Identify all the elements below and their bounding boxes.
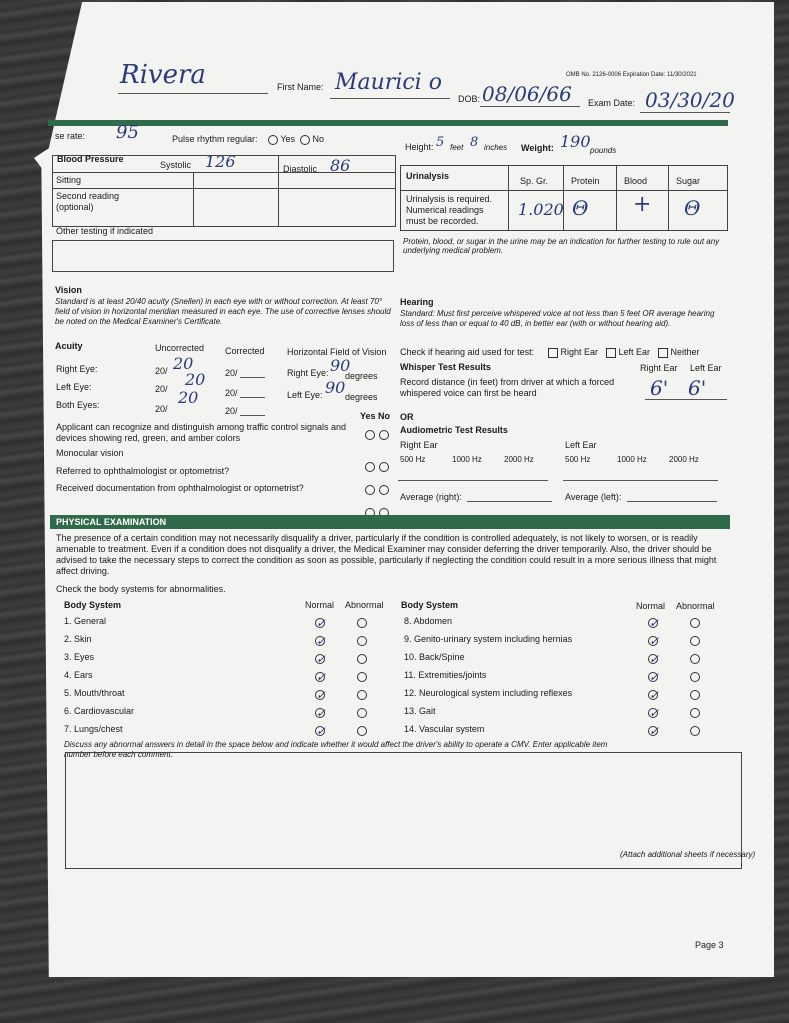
left-2000hz: 2000 Hz [669, 455, 699, 464]
body-system-radios-left[interactable]: ✓ ✓ ✓ ✓ ✓ ✓ ✓ [315, 614, 367, 740]
abnormal-header-left: Abnormal [345, 600, 384, 610]
right-field-value: 90 [330, 356, 351, 375]
right-uncorrected-prefix: 20/ [155, 366, 168, 376]
both-eyes-label: Both Eyes: [56, 400, 100, 410]
dob-label: DOB: [458, 94, 481, 104]
list-item: 11. Extremities/joints [404, 670, 487, 680]
sp-gr-value: 1.020 [518, 200, 564, 219]
blood-pressure-title: Blood Pressure [57, 154, 124, 164]
list-item: 6. Cardiovascular [64, 706, 135, 716]
blood-value: + [633, 192, 652, 217]
audio-right-ear-label: Right Ear [400, 440, 438, 450]
both-uncorrected-value: 20 [178, 388, 199, 407]
monocular-question: Monocular vision [56, 448, 124, 458]
body-system-list-right [404, 612, 572, 738]
yes-no-header: Yes No [360, 411, 391, 421]
check-body-systems: Check the body systems for abnormalities. [56, 584, 226, 594]
physical-exam-title: PHYSICAL EXAMINATION [56, 517, 167, 527]
diastolic-value: 86 [330, 156, 351, 175]
field-right-eye-label: Right Eye: [287, 368, 329, 378]
right-500hz: 500 Hz [400, 455, 426, 464]
right-uncorrected-value: 20 [173, 354, 194, 373]
vision-standard: Standard is at least 20/40 acuity (Snellen) in each eye with or without correction. At least 70° field of vision in horizontal meridian measured in each eye. The use of corrective lenses should be noted on the Medical Examiner's Certificate. [55, 297, 391, 326]
left-eye-label: Left Eye: [56, 382, 92, 392]
second-reading-label: Second reading (optional) [56, 191, 120, 212]
list-item: 4. Ears [64, 670, 93, 680]
left-uncorrected-value: 20 [185, 370, 206, 389]
dob-value: 08/06/66 [482, 82, 572, 106]
horizontal-field-header: Horizontal Field of Vision [287, 347, 387, 357]
right-1000hz: 1000 Hz [452, 455, 482, 464]
first-name-label: First Name: [277, 82, 324, 92]
body-system-header-left: Body System [64, 600, 122, 610]
systolic-label: Systolic [160, 160, 192, 170]
whisper-test-title: Whisper Test Results [400, 362, 491, 372]
abnormal-header-right: Abnormal [676, 601, 715, 611]
pulse-rhythm-label: Pulse rhythm regular: [172, 134, 258, 144]
list-item: 1. General [64, 616, 107, 626]
list-item: 7. Lungs/chest [64, 724, 123, 734]
list-item: 3. Eyes [64, 652, 95, 662]
pulse-rate-value: 95 [116, 122, 139, 143]
body-system-list-left [64, 612, 134, 738]
color-recognition-question: Applicant can recognize and distinguish among traffic control signals and devices showing red, green, and amber colors [56, 422, 347, 443]
list-item: 14. Vascular system [404, 724, 485, 734]
pulse-yes-radio[interactable]: Yes [268, 134, 295, 145]
left-corrected-prefix: 20/ [225, 388, 238, 398]
body-system-radios-right[interactable]: ✓ ✓ ✓ ✓ ✓ ✓ ✓ [648, 614, 700, 740]
weight-label: Weight: [521, 143, 554, 153]
hearing-or-label: OR [400, 412, 414, 422]
protein-value: Θ [572, 196, 589, 220]
acuity-label: Acuity [55, 341, 83, 351]
other-testing-box [52, 240, 394, 272]
systolic-value: 126 [205, 152, 236, 171]
sitting-label: Sitting [56, 175, 82, 185]
hearing-aid-question: Check if hearing aid used for test: [400, 347, 535, 357]
inches-label: inches [484, 143, 508, 152]
feet-label: feet [450, 143, 464, 152]
list-item: 5. Mouth/throat [64, 688, 125, 698]
other-testing-label: Other testing if indicated [56, 226, 154, 236]
normal-header-right: Normal [636, 601, 666, 611]
whisper-right-value: 6' [650, 376, 669, 400]
hearing-aid-left-checkbox[interactable]: Left Ear [606, 347, 650, 358]
uncorrected-header: Uncorrected [155, 343, 205, 353]
left-field-value: 90 [325, 378, 346, 397]
attach-note: (Attach additional sheets if necessary) [620, 850, 756, 859]
urinalysis-required-note: Urinalysis is required. Numerical readings must be recorded. [406, 194, 493, 226]
urinalysis-title: Urinalysis [406, 171, 450, 181]
last-name-value: Rivera [120, 60, 206, 90]
hearing-aid-neither-checkbox[interactable]: Neither [658, 347, 700, 358]
hearing-standard: Standard: Must first perceive whispered voice at not less than 5 feet OR average hearing loss of less than or equal to 40 dB, in better ear (with or without hearing aid). [400, 309, 715, 328]
normal-header-left: Normal [305, 600, 335, 610]
list-item: 12. Neurological system including reflexes [404, 688, 573, 698]
documentation-question: Received documentation from ophthalmologist or optometrist? [56, 483, 304, 493]
left-degrees-label: degrees [345, 392, 378, 402]
field-left-eye-label: Left Eye: [287, 390, 323, 400]
height-label: Height: [405, 142, 434, 152]
first-name-value: Maurici o [335, 70, 442, 95]
sp-gr-header: Sp. Gr. [520, 176, 549, 186]
left-uncorrected-prefix: 20/ [155, 384, 168, 394]
body-system-header-right: Body System [401, 600, 459, 610]
whisper-left-value: 6' [688, 376, 707, 400]
vision-answer-radios[interactable] [365, 426, 389, 522]
exam-date-label: Exam Date: [588, 98, 636, 108]
sugar-header: Sugar [676, 176, 701, 186]
right-corrected-prefix: 20/ [225, 368, 238, 378]
pounds-label: pounds [590, 146, 617, 155]
list-item: 10. Back/Spine [404, 652, 465, 662]
hearing-aid-right-checkbox[interactable]: Right Ear [548, 347, 598, 358]
blood-header: Blood [624, 176, 648, 186]
average-right-label: Average (right): [400, 492, 462, 502]
diastolic-label: Diastolic [283, 164, 318, 174]
right-2000hz: 2000 Hz [504, 455, 534, 464]
page-number: Page 3 [695, 940, 724, 950]
list-item: 13. Gait [404, 706, 436, 716]
left-500hz: 500 Hz [565, 455, 591, 464]
physical-exam-intro: The presence of a certain condition may not necessarily disqualify a driver, particularly if the condition is controlled adequately, is not likely to worsen, or is readily amenable to treatment. Even if a condition does not disqualify a driver, the Medical Examiner may consider deferring the driver temporarily. Also, the driver should be advised to take the necessary steps to correct the condition as soon as possible, particularly if neglecting the condition could result in a more serious illness that might affect driving. [56, 533, 717, 576]
protein-header: Protein [571, 176, 600, 186]
left-1000hz: 1000 Hz [617, 455, 647, 464]
audio-left-ear-label: Left Ear [565, 440, 597, 450]
whisper-right-ear-header: Right Ear [640, 363, 678, 373]
corrected-header: Corrected [225, 346, 265, 356]
hearing-title: Hearing [400, 297, 434, 307]
average-left-label: Average (left): [565, 492, 622, 502]
referred-question: Referred to ophthalmologist or optometrist? [56, 466, 230, 476]
list-item: 2. Skin [64, 634, 92, 644]
section-band-top [48, 120, 728, 126]
weight-value: 190 [560, 132, 591, 151]
whisper-record-instruction: Record distance (in feet) from driver at which a forced whispered voice can first be heard [400, 377, 615, 398]
right-eye-label: Right Eye: [56, 364, 98, 374]
pulse-rate-label: se rate: [55, 131, 86, 141]
exam-date-value: 03/30/20 [645, 88, 735, 112]
list-item: 9. Genito-urinary system including hernias [404, 634, 573, 644]
discuss-instructions: Discuss any abnormal answers in detail in the space below and indicate whether it would affect the driver's ability to operate a CMV. Enter applicable item number before each comment. [64, 740, 608, 759]
whisper-left-ear-header: Left Ear [690, 363, 722, 373]
pulse-no-radio[interactable]: No [300, 134, 324, 145]
sugar-value: Θ [684, 196, 701, 220]
both-corrected-prefix: 20/ [225, 406, 238, 416]
height-feet-value: 5 [436, 135, 445, 150]
audiometric-title: Audiometric Test Results [400, 425, 508, 435]
list-item: 8. Abdomen [404, 616, 453, 626]
height-inches-value: 8 [470, 135, 479, 150]
both-uncorrected-prefix: 20/ [155, 404, 168, 414]
omb-number: OMB No. 2126-0006 Expiration Date: 11/30/2021 [566, 72, 697, 78]
right-degrees-label: degrees [345, 371, 378, 381]
vision-title: Vision [55, 285, 82, 295]
urinalysis-footnote: Protein, blood, or sugar in the urine may be an indication for further testing to rule out any underlying medical problem. [403, 237, 720, 255]
